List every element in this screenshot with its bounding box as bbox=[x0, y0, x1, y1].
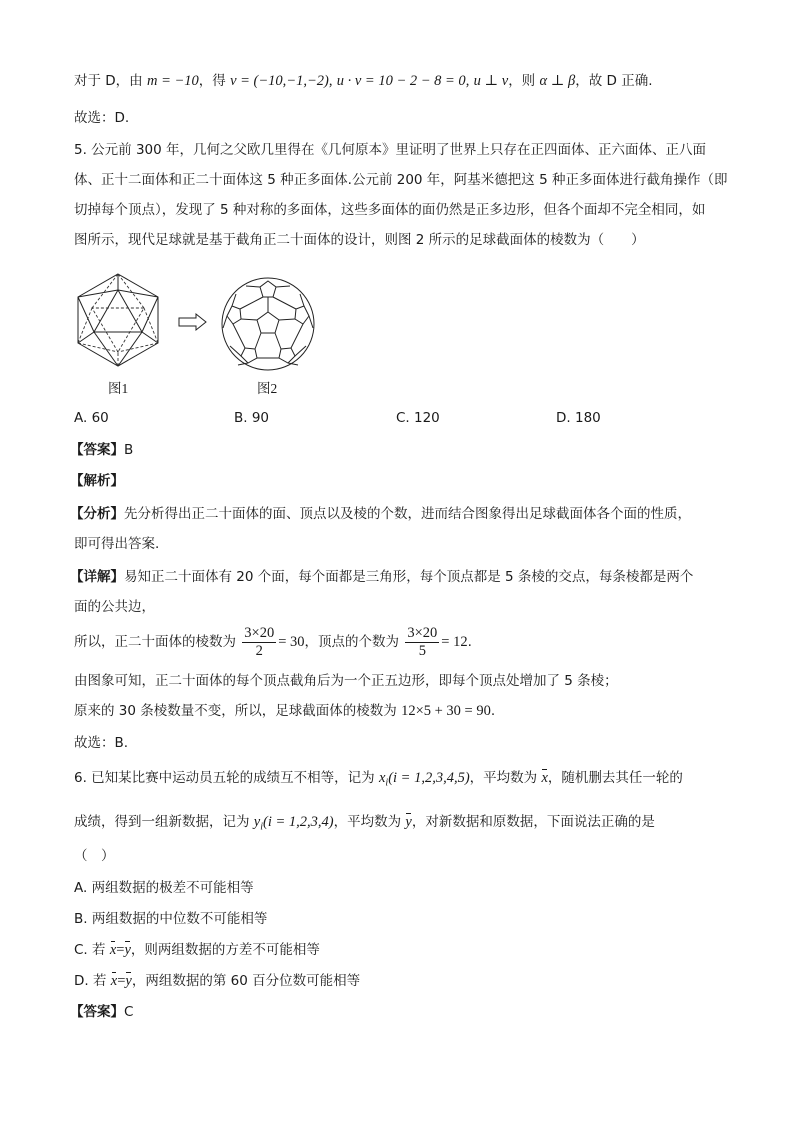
soccer-ball-figure bbox=[220, 276, 316, 372]
q6-optd-b: ，两组数据的第 60 百分位数可能相等 bbox=[131, 973, 361, 989]
q6-line1-a: 6. 已知某比赛中运动员五轮的成绩互不相等，记为 bbox=[74, 770, 375, 786]
q5-xiangjie-text-1: 易知正二十面体有 20 个面，每个面都是三角形，每个顶点都是 5 条棱的交点，每条棱都是两个 bbox=[124, 569, 694, 585]
q6-y-set: (i = 1,2,3,4) bbox=[263, 814, 334, 830]
q5-stem-line-2: 体、正十二面体和正二十面体这 5 种正多面体.公元前 200 年，阿基米德把这 5 种正多面体进行截角操作（即 bbox=[74, 172, 728, 188]
q6-x-sub: i bbox=[385, 777, 389, 789]
q5-analysis-label: 【解析】 bbox=[70, 473, 124, 489]
q5-option-c: C. 120 bbox=[396, 410, 440, 426]
q5-answer: B bbox=[124, 442, 134, 458]
q5-xiangjie-line-2: 面的公共边， bbox=[74, 599, 155, 615]
q6-optc-xbar: x bbox=[109, 942, 117, 958]
q4-mid1: ，得 bbox=[198, 73, 226, 89]
q5-analysis-tag bbox=[70, 471, 124, 491]
q6-answer: C bbox=[124, 1004, 134, 1020]
q4-dot2: , bbox=[465, 73, 470, 89]
q6-xbar: x bbox=[541, 770, 548, 786]
q6-optc-eq: = bbox=[116, 942, 125, 958]
fraction-edges-numerator: 3×20 bbox=[244, 624, 275, 641]
q6-answer-tag: 【答案】 bbox=[70, 1004, 124, 1020]
q4-dot: , bbox=[328, 73, 333, 89]
q6-option-a: A. 两组数据的极差不可能相等 bbox=[74, 880, 254, 896]
q5-fenxi-line-2: 即可得出答案. bbox=[74, 536, 160, 552]
q6-x-var: x bbox=[378, 770, 386, 786]
q6-line1-b: ，平均数为 bbox=[469, 770, 538, 786]
q5-fenxi-tag: 【分析】 bbox=[70, 506, 124, 522]
q5-stem-line-3: 切掉每个顶点），发现了 5 种对称的多面体，这些多面体的面仍然是正多边形，但各个面却不完全相同，如 bbox=[74, 202, 706, 218]
q6-optd-a: D. 若 bbox=[74, 973, 107, 989]
q5-fenxi-line-1 bbox=[70, 504, 691, 524]
q6-optc-a: C. 若 bbox=[74, 942, 106, 958]
q6-option-c bbox=[74, 940, 320, 960]
q4-v-eq: v = (−10,−1,−2) bbox=[230, 73, 329, 89]
q6-optd-ybar: y bbox=[125, 973, 132, 989]
q6-ybar: y bbox=[405, 814, 412, 830]
q6-option-b: B. 两组数据的中位数不可能相等 bbox=[74, 911, 268, 927]
arrow-right-icon bbox=[178, 312, 208, 332]
figure-1-caption: 图1 bbox=[108, 381, 129, 396]
q5-suoyi-end: . bbox=[467, 634, 472, 650]
center-pentagon bbox=[257, 312, 279, 333]
fraction-edges bbox=[242, 625, 276, 660]
q5-line-b-text: 原来的 30 条棱数量不变，所以，足球截面体的棱数为 bbox=[74, 703, 397, 719]
q4-end: ，故 D 正确. bbox=[575, 73, 653, 89]
q6-answer-line bbox=[70, 1002, 133, 1022]
q6-paren: （ ） bbox=[74, 848, 115, 864]
q4-final-line bbox=[74, 71, 653, 91]
q5-option-d: D. 180 bbox=[556, 410, 601, 426]
soccer-ball-outline bbox=[222, 278, 314, 370]
q4-perp: u ⊥ v bbox=[473, 73, 509, 89]
figure-2-caption: 图2 bbox=[257, 381, 278, 396]
q5-suoyi-prefix: 所以，正二十面体的棱数为 bbox=[74, 634, 236, 650]
q5-suoyi-mid: ，顶点的个数为 bbox=[304, 634, 400, 650]
q6-optc-ybar: y bbox=[124, 942, 131, 958]
q6-line2-a: 成绩，得到一组新数据，记为 bbox=[74, 814, 250, 830]
q5-suoyi-line bbox=[74, 622, 472, 662]
q4-prefix: 对于 D，由 bbox=[74, 73, 143, 89]
q6-option-d bbox=[74, 971, 360, 991]
icosahedron-figure bbox=[70, 272, 166, 368]
q5-stem-line-4: 图所示，现代足球就是基于截角正二十面体的设计，则图 2 所示的足球截面体的棱数为（ ） bbox=[74, 232, 645, 248]
q6-optd-xbar: x bbox=[110, 973, 118, 989]
q6-optd-eq: = bbox=[117, 973, 126, 989]
fraction-edges-result: = 30 bbox=[278, 634, 305, 650]
fraction-vertices-result: = 12 bbox=[441, 634, 468, 650]
q6-line1-c: ，随机删去其任一轮的 bbox=[547, 770, 683, 786]
icosahedron-back-triangle bbox=[92, 308, 144, 352]
q5-answer-tag: 【答案】 bbox=[70, 442, 124, 458]
q5-xiangjie-tag: 【详解】 bbox=[70, 569, 124, 585]
fraction-vertices bbox=[405, 625, 439, 660]
q4-alpha-beta: α ⊥ β bbox=[539, 73, 576, 89]
q6-y-sub: i bbox=[260, 821, 264, 833]
q5-line-b bbox=[74, 701, 495, 721]
q5-fenxi-text-1: 先分析得出正二十面体的面、顶点以及棱的个数，进而结合图象得出足球截面体各个面的性质， bbox=[124, 506, 691, 522]
q4-uv-eq: u · v = 10 − 2 − 8 = 0 bbox=[336, 73, 466, 89]
q6-line2-b: ，平均数为 bbox=[333, 814, 402, 830]
q5-option-a: A. 60 bbox=[74, 410, 109, 426]
q6-line-1 bbox=[74, 768, 683, 794]
q4-m-eq: m = −10 bbox=[146, 73, 199, 89]
q5-stem-line-1: 5. 公元前 300 年，几何之父欧几里得在《几何原本》里证明了世界上只存在正四面体、正六面体、正八面 bbox=[74, 142, 707, 158]
q4-mid2: ，则 bbox=[508, 73, 536, 89]
q4-conclusion: 故选：D. bbox=[74, 110, 130, 126]
q5-line-a: 由图象可知，正二十面体的每个顶点截角后为一个正五边形，即每个顶点处增加了 5 条棱； bbox=[74, 673, 618, 689]
fraction-vertices-denominator: 5 bbox=[418, 642, 426, 659]
fraction-vertices-numerator: 3×20 bbox=[407, 624, 438, 641]
q5-conclusion: 故选：B. bbox=[74, 735, 129, 751]
q6-line-2 bbox=[74, 812, 655, 838]
q6-optc-b: ，则两组数据的方差不可能相等 bbox=[130, 942, 320, 958]
q6-line2-c: ，对新数据和原数据，下面说法正确的是 bbox=[411, 814, 655, 830]
q6-y-var: y bbox=[253, 814, 261, 830]
q5-line-b-end: . bbox=[490, 703, 496, 719]
fraction-edges-denominator: 2 bbox=[255, 642, 263, 659]
q5-answer-line bbox=[70, 440, 133, 460]
q5-xiangjie-line-1 bbox=[70, 567, 693, 587]
q6-x-set: (i = 1,2,3,4,5) bbox=[388, 770, 470, 786]
q5-option-b: B. 90 bbox=[234, 410, 270, 426]
q5-line-b-math: 12×5 + 30 = 90 bbox=[401, 703, 491, 719]
